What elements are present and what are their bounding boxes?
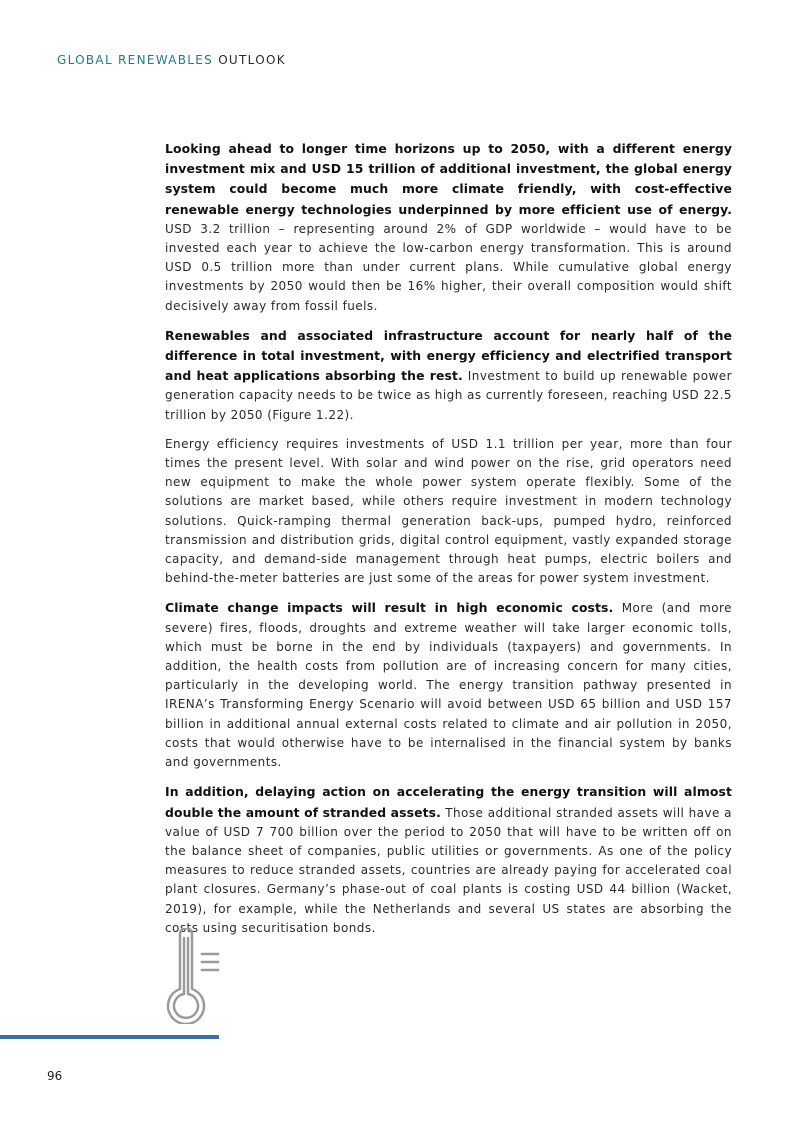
paragraph-energy-efficiency — [165, 435, 732, 589]
paragraph-text: Those additional stranded assets will have a value of USD 7 700 billion over the period to 2050 that will have to be written off on the balance sheet of companies, public utilities or governments. As one of the policy measures to reduce stranded assets, countries are already paying for accelerated coal plant closures. Germany’s phase-out of coal plants is costing USD 44 billion (Wacket, 2019), for example, while the Netherlands and several US states are absorbing the costs using securitisation bonds. — [165, 805, 732, 935]
body-text — [165, 139, 732, 948]
thermometer-icon — [162, 928, 222, 1024]
running-head-rest: OUTLOOK — [218, 53, 286, 67]
paragraph-lead: In addition, delaying action on accelerating the energy transition will almost double the amount of stranded assets. — [165, 784, 732, 820]
paragraph-stranded-assets — [165, 782, 732, 938]
running-head-accent: GLOBAL RENEWABLES — [57, 53, 214, 67]
paragraph-climate-costs — [165, 598, 732, 772]
paragraph-lead: Climate change impacts will result in high economic costs. — [165, 600, 614, 616]
paragraph-lead: Renewables and associated infrastructure account for nearly half of the difference in total investment, with energy efficiency and electrified transport and heat applications absorbing the rest. — [165, 327, 732, 384]
paragraph-text: USD 3.2 trillion – representing around 2% of GDP worldwide – would have to be invested each year to achieve the low-carbon energy transformation. This is around USD 0.5 trillion more than under current plans. While cumulative global energy investments by 2050 would then be 16% higher, their overall composition would shift decisively away from fossil fuels. — [165, 221, 732, 313]
paragraph-lead: Looking ahead to longer time horizons up to 2050, with a different energy investment mix and USD 15 trillion of additional investment, the global energy system could become much more climate friendly, with cost-effective renewable energy technologies underpinned by more efficient use of energy. — [165, 141, 732, 217]
running-head — [57, 53, 286, 67]
paragraph-text: Investment to build up renewable power generation capacity needs to be twice as high as currently foreseen, reaching USD 22.5 trillion by 2050 (Figure 1.22). — [165, 369, 733, 422]
page-number: 96 — [47, 1069, 63, 1083]
paragraph-text: Energy efficiency requires investments of USD 1.1 trillion per year, more than four times the present level. With solar and wind power on the rise, grid operators need new equipment to make the whole power system operate flexibly. Some of the solutions are market based, while others require investment in modern technology solutions. Quick-ramping thermal generation back-ups, pumped hydro, reinforced transmission and distribution grids, digital control equipment, vastly expanded storage capacity, and demand-side management through heat pumps, electric boilers and behind-the-meter batteries are just some of the areas for power system investment. — [165, 436, 732, 586]
section-rule — [0, 1035, 219, 1039]
paragraph-renewables-infrastructure — [165, 326, 732, 425]
paragraph-text: More (and more severe) fires, floods, droughts and extreme weather will take larger economic tolls, which must be borne in the end by individuals (taxpayers) and governments. In addition, the health costs from pollution are of increasing concern for many cities, particularly in the developing world. The energy transition pathway presented in IRENA’s Transforming Energy Scenario will avoid between USD 65 billion and USD 157 billion in additional annual external costs related to climate and air pollution in 2050, costs that would otherwise have to be internalised in the financial system by banks and governments. — [165, 601, 732, 770]
paragraph-investment-outlook — [165, 139, 732, 316]
